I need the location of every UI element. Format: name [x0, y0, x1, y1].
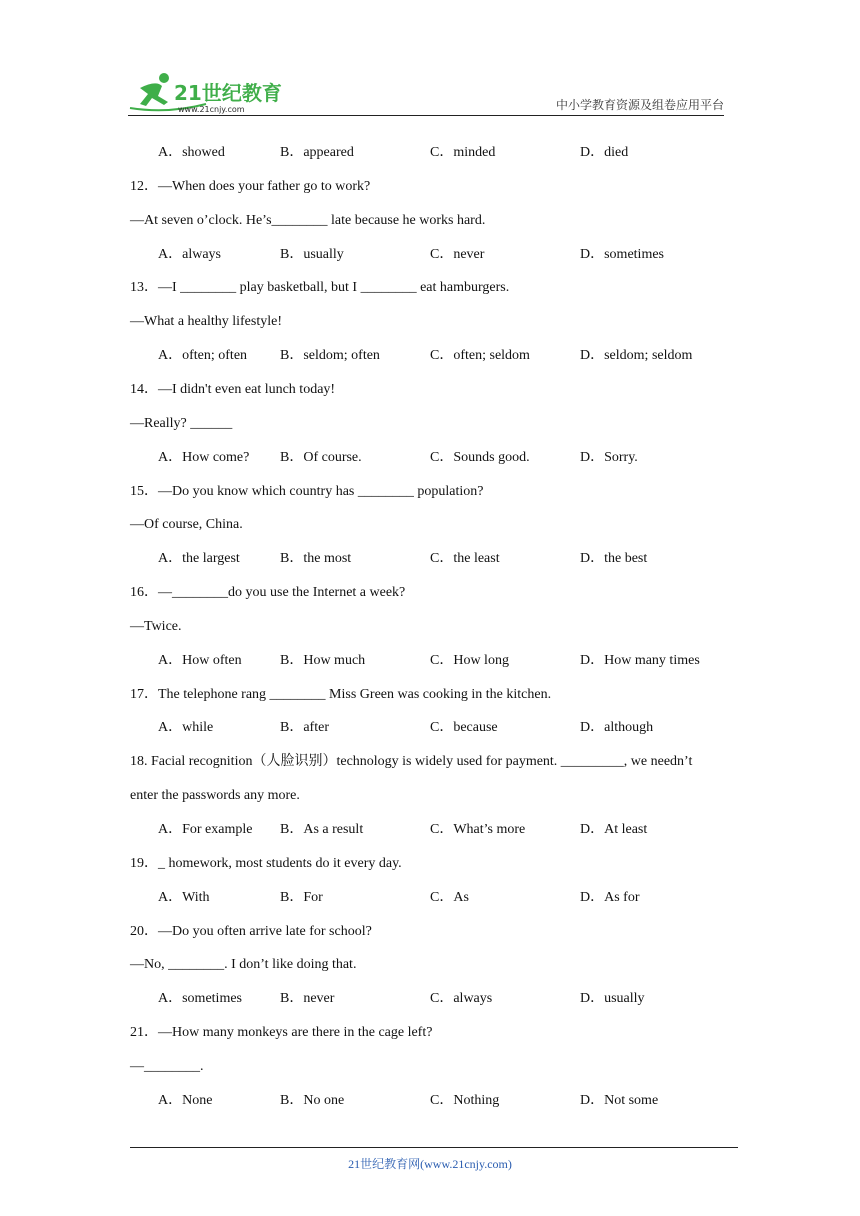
question-line: enter the passwords any more. [130, 788, 300, 803]
site-name: 中小学教育资源及组卷应用平台 [555, 98, 724, 112]
question-line: 14．—I didn't even eat lunch today! [130, 382, 336, 397]
option-A: A．How often [158, 653, 242, 668]
option-A: A．How come? [158, 450, 250, 465]
question-line: 16．—________do you use the Internet a week? [130, 585, 406, 600]
question-line: —Of course, China. [130, 517, 243, 532]
question-line: 15．—Do you know which country has ________ population? [130, 484, 484, 499]
option-C: C．Nothing [430, 1093, 500, 1108]
option-D: D．As for [580, 890, 640, 905]
question-line: 20．—Do you often arrive late for school? [130, 924, 372, 939]
question-line: —Twice. [130, 619, 182, 634]
option-D: D．Not some [580, 1093, 659, 1108]
option-D: D．seldom; seldom [580, 348, 693, 363]
option-A: A．showed [158, 145, 225, 160]
option-C: C．never [430, 247, 485, 262]
option-D: D．At least [580, 822, 648, 837]
option-B: B．never [280, 991, 335, 1006]
option-B: B．appeared [280, 145, 354, 160]
option-D: D．died [580, 145, 629, 160]
logo-text: 21世纪教育 [174, 81, 282, 105]
option-C: C．How long [430, 653, 509, 668]
logo-runner-body [140, 83, 168, 106]
option-A: A．the largest [158, 551, 240, 566]
option-B: B．As a result [280, 822, 364, 837]
option-C: C．As [430, 890, 469, 905]
option-C: C．because [430, 720, 498, 735]
option-D: D．sometimes [580, 247, 664, 262]
option-B: B．How much [280, 653, 366, 668]
site-logo [128, 70, 298, 114]
question-line: —________. [130, 1059, 204, 1074]
option-B: B．No one [280, 1093, 345, 1108]
question-line: —No, ________. I don’t like doing that. [130, 957, 357, 972]
question-line: 13．—I ________ play basketball, but I ________ eat hamburgers. [130, 280, 510, 295]
option-D: D．the best [580, 551, 648, 566]
option-C: C．What’s more [430, 822, 526, 837]
option-B: B．For [280, 890, 323, 905]
option-D: D．How many times [580, 653, 700, 668]
question-line: 12．—When does your father go to work? [130, 179, 371, 194]
option-B: B．the most [280, 551, 352, 566]
header-divider [128, 115, 724, 116]
option-A: A．often; often [158, 348, 248, 363]
option-B: B．after [280, 720, 329, 735]
option-A: A．With [158, 890, 210, 905]
option-C: C．Sounds good. [430, 450, 530, 465]
option-A: A．sometimes [158, 991, 242, 1006]
option-B: B．Of course. [280, 450, 362, 465]
option-A: A．always [158, 247, 221, 262]
option-A: A．while [158, 720, 214, 735]
footer-divider [130, 1147, 738, 1148]
option-C: C．always [430, 991, 493, 1006]
option-D: D．although [580, 720, 654, 735]
question-line: 19．_ homework, most students do it every day. [130, 856, 402, 871]
option-C: C．the least [430, 551, 500, 566]
question-line: —What a healthy lifestyle! [130, 314, 282, 329]
option-D: D．Sorry. [580, 450, 638, 465]
option-B: B．seldom; often [280, 348, 380, 363]
question-line: 21．—How many monkeys are there in the cage left? [130, 1025, 433, 1040]
option-B: B．usually [280, 247, 344, 262]
option-C: C．often; seldom [430, 348, 530, 363]
question-line: 18. Facial recognition（人脸识别）technology is widely used for payment. _________, we needn’t [130, 754, 693, 769]
question-line: 17．The telephone rang ________ Miss Green was cooking in the kitchen. [130, 687, 552, 702]
footer-text: 21世纪教育网(www.21cnjy.com) [348, 1157, 512, 1171]
option-A: A．None [158, 1093, 213, 1108]
option-D: D．usually [580, 991, 645, 1006]
logo-runner-head [159, 73, 169, 83]
page-header [128, 66, 724, 118]
option-C: C．minded [430, 145, 496, 160]
option-A: A．For example [158, 822, 253, 837]
logo-url: www.21cnjy.com [178, 105, 245, 114]
question-line: —At seven o’clock. He’s________ late because he works hard. [130, 213, 486, 228]
question-line: —Really? ______ [130, 416, 233, 431]
